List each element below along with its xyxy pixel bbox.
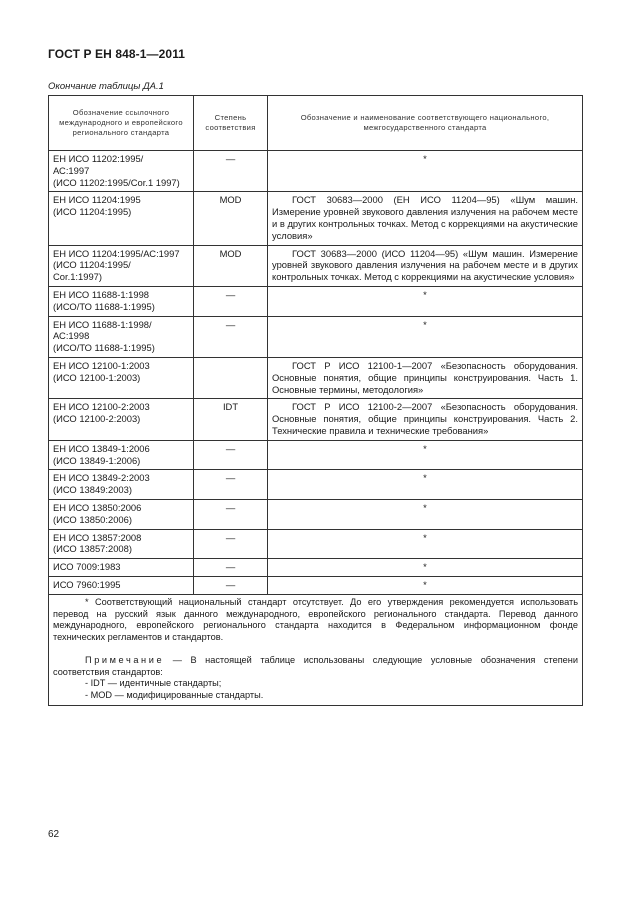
national-standard-cell: * [268, 151, 583, 192]
degree-cell: — [194, 470, 268, 500]
national-standard-cell: * [268, 440, 583, 470]
note-label: Примечание [85, 654, 165, 665]
table-header-row [49, 96, 583, 151]
reference-standard-cell: ЕН ИСО 12100-1:2003 (ИСО 12100-1:2003) [49, 357, 194, 398]
table-row [49, 399, 583, 440]
table-row [49, 559, 583, 577]
table-row [49, 151, 583, 192]
national-standard-cell: ГОСТ 30683—2000 (ИСО 11204—95) «Шум машин. Измерение уровней звукового давления излучения на рабочем месте и в других контрольных точках. Метод с коррекциями на акустические условия» [268, 245, 583, 286]
note-block [53, 655, 578, 702]
note-text: — В настоящей таблице использованы следующие условные обозначения степени соответствия стандартов: [53, 654, 578, 677]
national-standard-cell: * [268, 316, 583, 357]
degree-cell: — [194, 499, 268, 529]
national-standard-cell: * [268, 286, 583, 316]
document-title: ГОСТ Р ЕН 848-1—2011 [48, 47, 186, 61]
reference-standard-cell: ЕН ИСО 13849-2:2003 (ИСО 13849:2003) [49, 470, 194, 500]
reference-standard-cell: ЕН ИСО 12100-2:2003 (ИСО 12100-2:2003) [49, 399, 194, 440]
degree-cell: — [194, 576, 268, 594]
reference-standard-cell: ЕН ИСО 11202:1995/ АС:1997 (ИСО 11202:1995/Cor.1 1997) [49, 151, 194, 192]
column-header-national: Обозначение и наименование соответствующего национального, межгосударственного стандарта [268, 96, 583, 151]
correspondence-table [48, 95, 583, 706]
degree-cell: MOD [194, 192, 268, 245]
degree-cell [194, 357, 268, 398]
degree-cell: — [194, 559, 268, 577]
table-row [49, 192, 583, 245]
national-standard-cell: * [268, 470, 583, 500]
national-standard-cell: * [268, 576, 583, 594]
table-row [49, 440, 583, 470]
national-standard-cell: * [268, 499, 583, 529]
reference-standard-cell: ЕН ИСО 13849-1:2006 (ИСО 13849-1:2006) [49, 440, 194, 470]
table-row [49, 470, 583, 500]
table-row [49, 357, 583, 398]
degree-cell: — [194, 316, 268, 357]
degree-cell: IDT [194, 399, 268, 440]
degree-cell: — [194, 529, 268, 559]
note-item-mod: - MOD — модифицированные стандарты. [85, 690, 264, 701]
page-number: 62 [48, 829, 60, 840]
reference-standard-cell: ЕН ИСО 11688-1:1998/ АС:1998 (ИСО/ТО 11688-1:1995) [49, 316, 194, 357]
table-row [49, 286, 583, 316]
degree-cell: — [194, 286, 268, 316]
national-standard-cell: ГОСТ Р ИСО 12100-1—2007 «Безопасность оборудования. Основные понятия, общие принципы конструирования. Часть 1. Основные термины, методология» [268, 357, 583, 398]
national-standard-cell: ГОСТ Р ИСО 12100-2—2007 «Безопасность оборудования. Основные понятия, общие принципы конструирования. Часть 2. Технические правила и технические требования» [268, 399, 583, 440]
table-row [49, 529, 583, 559]
degree-cell: — [194, 440, 268, 470]
column-header-degree: Степень соответствия [194, 96, 268, 151]
national-standard-cell: ГОСТ 30683—2000 (ЕН ИСО 11204—95) «Шум машин. Измерение уровней звукового давления излучения на рабочем месте и в других контрольных точках. Метод с коррекциями на акустические условия» [268, 192, 583, 245]
table-row [49, 245, 583, 286]
reference-standard-cell: ЕН ИСО 11688-1:1998 (ИСО/ТО 11688-1:1995) [49, 286, 194, 316]
table-footer [49, 594, 583, 705]
reference-standard-cell: ЕН ИСО 11204:1995/АС:1997 (ИСО 11204:1995/ Cor.1:1997) [49, 245, 194, 286]
degree-cell: MOD [194, 245, 268, 286]
reference-standard-cell: ЕН ИСО 11204:1995 (ИСО 11204:1995) [49, 192, 194, 245]
reference-standard-cell: ИСО 7960:1995 [49, 576, 194, 594]
national-standard-cell: * [268, 559, 583, 577]
note-item-idt: - IDT — идентичные стандарты; [85, 678, 222, 689]
reference-standard-cell: ЕН ИСО 13850:2006 (ИСО 13850:2006) [49, 499, 194, 529]
national-standard-cell: * [268, 529, 583, 559]
table-row [49, 316, 583, 357]
footnote-text: * Соответствующий национальный стандарт отсутствует. До его утверждения рекомендуется использовать перевод на русский язык данного международного, европейского регионального стандарта. Перевод данного международного, европейского регионального стандарта находится в Федеральном информационном фонде технических регламентов и стандартов. [53, 596, 578, 643]
table-row [49, 499, 583, 529]
table-caption: Окончание таблицы ДА.1 [48, 81, 164, 92]
table-row [49, 576, 583, 594]
reference-standard-cell: ЕН ИСО 13857:2008 (ИСО 13857:2008) [49, 529, 194, 559]
reference-standard-cell: ИСО 7009:1983 [49, 559, 194, 577]
degree-cell: — [194, 151, 268, 192]
column-header-reference: Обозначение ссылочного международного и европейского регионального стандарта [49, 96, 194, 151]
table-footer-row [49, 594, 583, 705]
